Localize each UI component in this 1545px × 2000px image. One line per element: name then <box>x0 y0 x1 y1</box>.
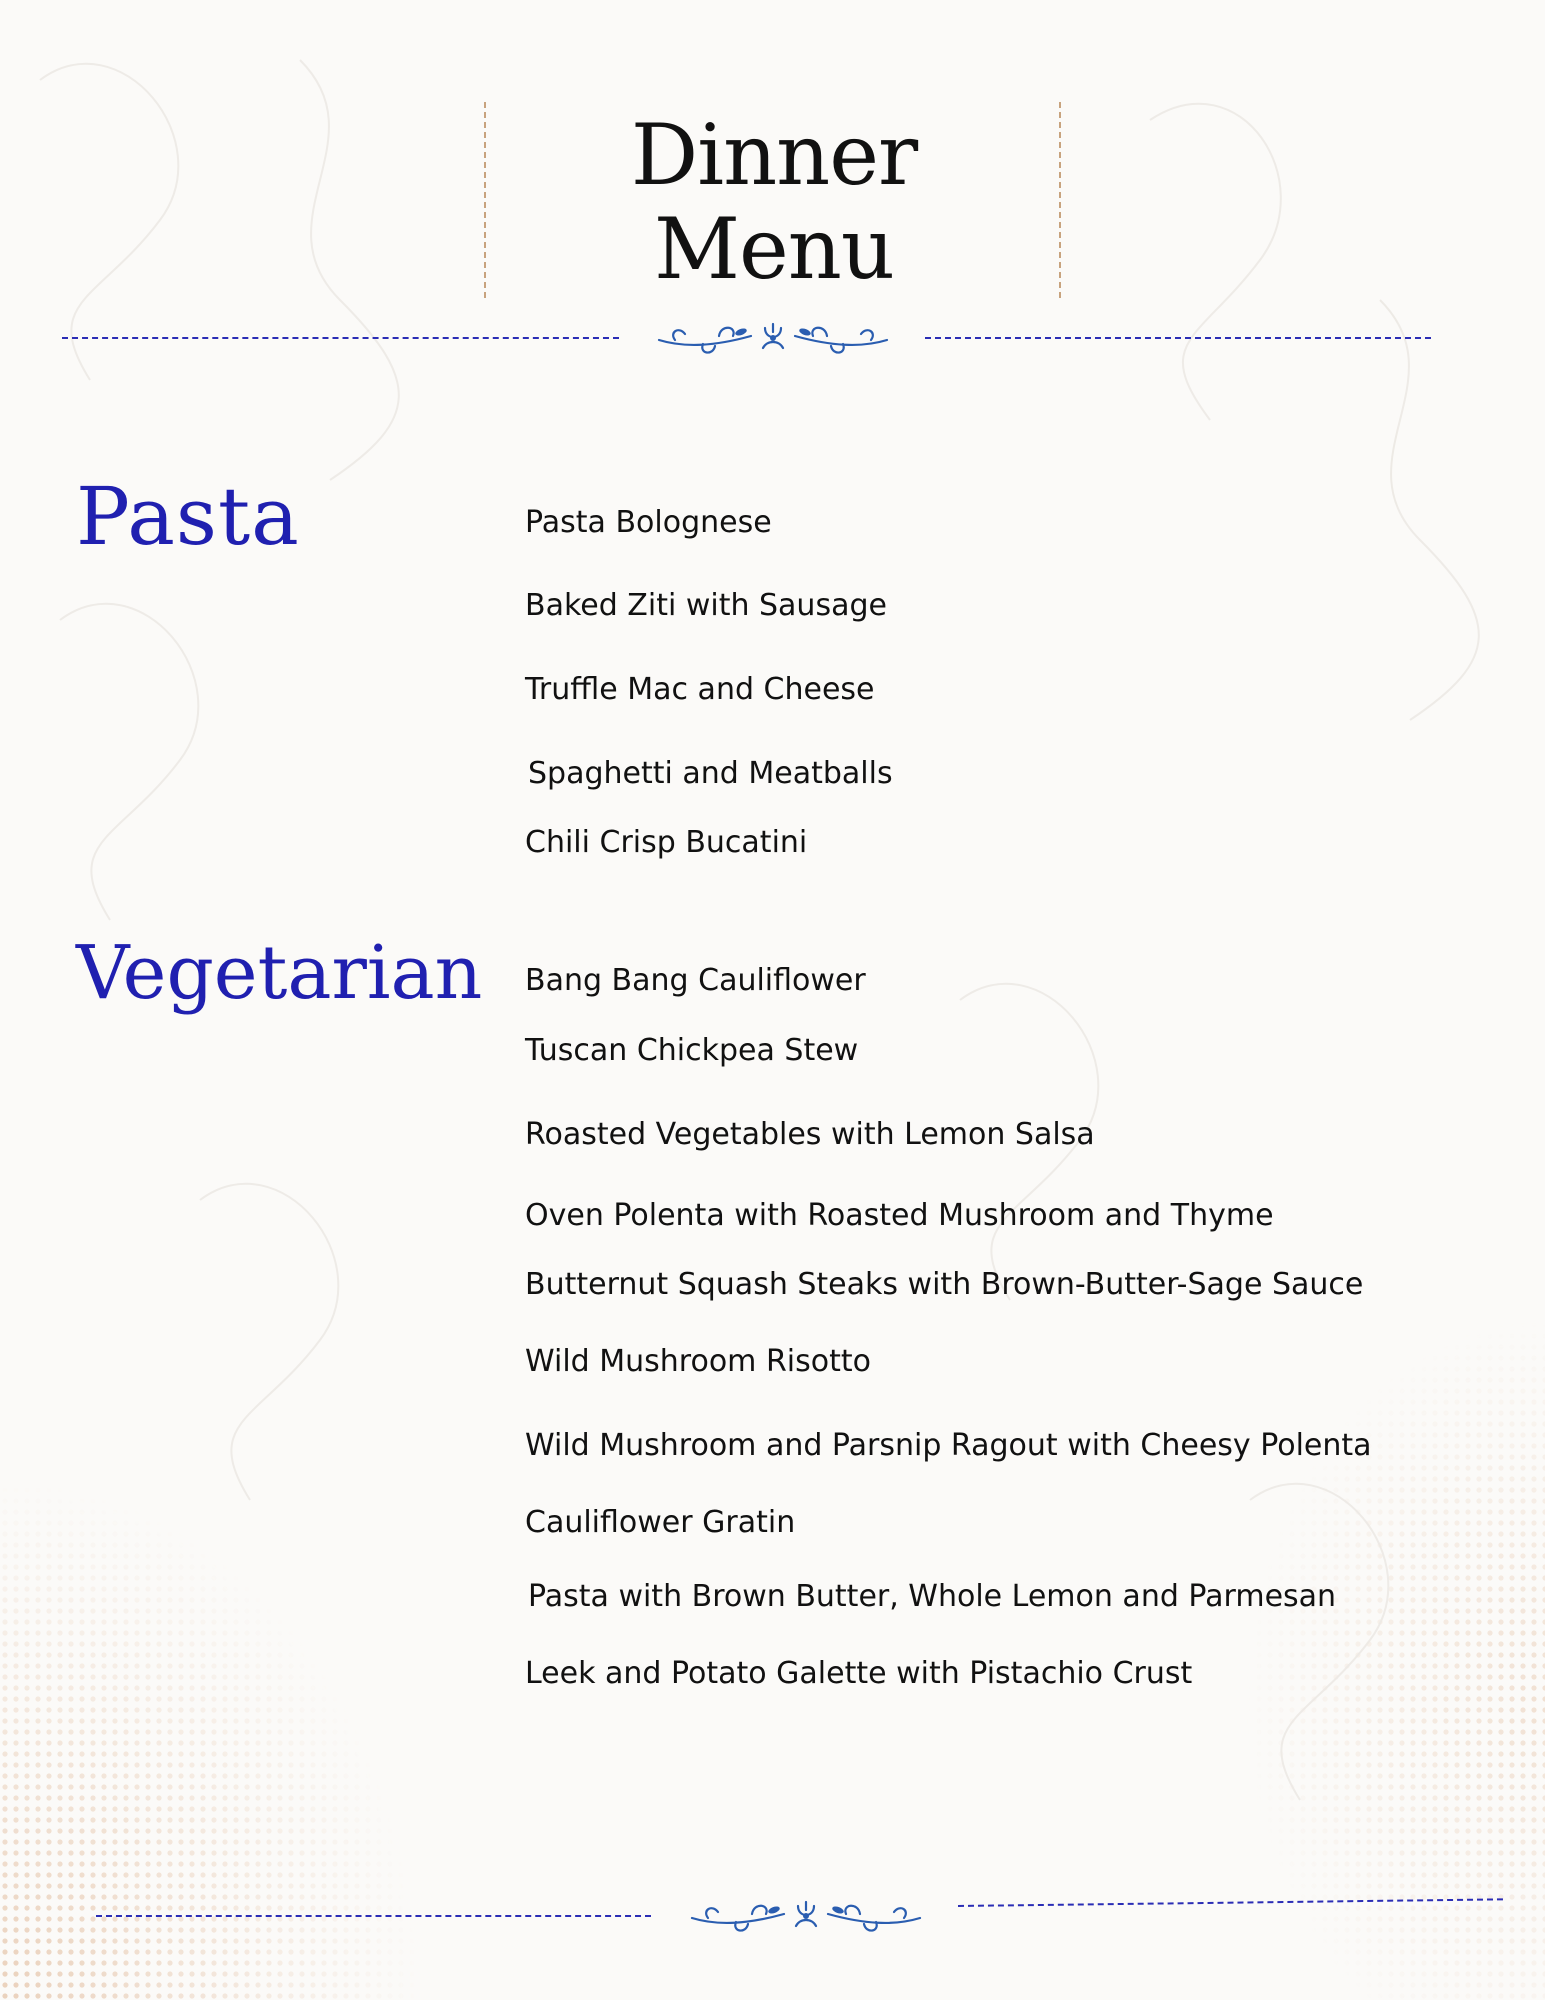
top-divider-right <box>925 337 1431 339</box>
menu-item: Oven Polenta with Roasted Mushroom and Thyme <box>525 1198 1274 1233</box>
top-divider-left <box>62 337 619 339</box>
menu-item: Bang Bang Cauliflower <box>525 963 866 998</box>
title-line-1: Dinner <box>630 106 918 204</box>
menu-item: Baked Ziti with Sausage <box>525 588 887 623</box>
menu-item: Spaghetti and Meatballs <box>528 756 893 791</box>
section-title-pasta: Pasta <box>76 470 300 563</box>
page-title <box>574 108 974 296</box>
menu-item: Pasta Bolognese <box>525 505 772 540</box>
menu-item: Pasta with Brown Butter, Whole Lemon and Parmesan <box>528 1579 1337 1614</box>
floral-flourish-icon <box>655 318 891 358</box>
bottom-divider-left <box>96 1915 651 1917</box>
menu-item: Roasted Vegetables with Lemon Salsa <box>525 1117 1095 1152</box>
floral-flourish-icon <box>688 1896 924 1936</box>
menu-item: Truffle Mac and Cheese <box>525 672 875 707</box>
menu-item: Cauliflower Gratin <box>525 1505 796 1540</box>
menu-item: Wild Mushroom Risotto <box>525 1344 871 1379</box>
header-divider-right <box>1059 102 1061 298</box>
title-line-2: Menu <box>654 200 894 298</box>
menu-item: Wild Mushroom and Parsnip Ragout with Cheesy Polenta <box>525 1428 1372 1463</box>
menu-item: Tuscan Chickpea Stew <box>525 1033 859 1068</box>
menu-item: Chili Crisp Bucatini <box>525 825 808 860</box>
section-title-vegetarian: Vegetarian <box>76 930 483 1016</box>
menu-item: Leek and Potato Galette with Pistachio Crust <box>525 1656 1193 1691</box>
menu-item: Butternut Squash Steaks with Brown-Butter-Sage Sauce <box>525 1267 1364 1302</box>
header-divider-left <box>484 102 486 298</box>
